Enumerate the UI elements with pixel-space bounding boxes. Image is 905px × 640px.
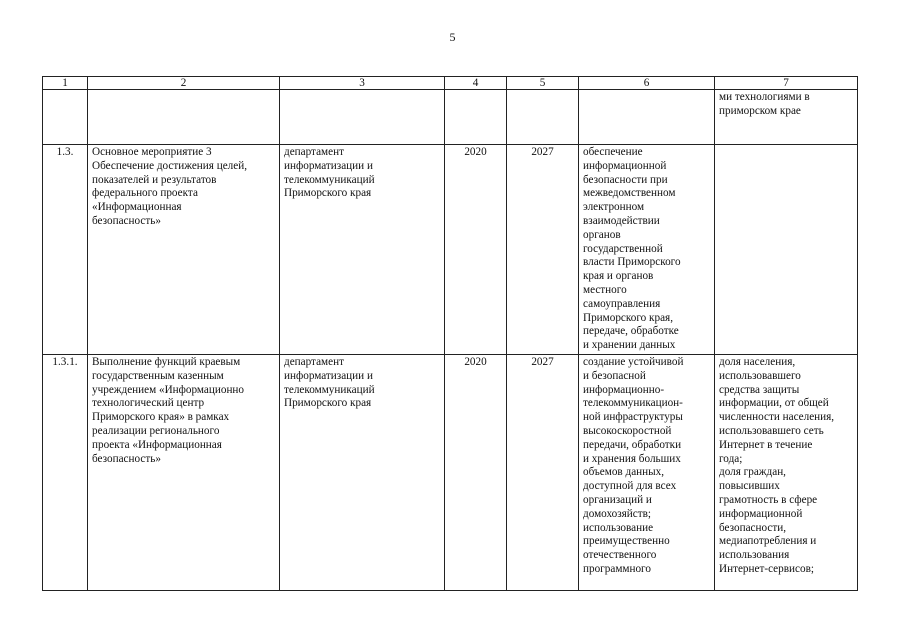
page-number: 5: [449, 30, 456, 44]
table-row: [43, 355, 858, 591]
measure-name-cell: Основное мероприятие 3 Обеспечение достижения целей, показателей и результатов федерального проекта «Информационная безопасность»: [88, 145, 280, 355]
indicator-cell: доля населения, использовавшего средства защиты информации, от общей численности населения, использовавшего сеть Интернет в течение года; доля граждан, повысивших грамотность в сфере информационной безопасности, медиапотребления и использования Интернет-сервисов;: [715, 355, 858, 591]
column-header: 7: [715, 77, 858, 90]
table-row: [43, 145, 858, 355]
executor-cell: департамент информатизации и телекоммуникаций Приморского края: [280, 145, 445, 355]
column-header: 6: [579, 77, 715, 90]
table-header-row: [43, 77, 858, 90]
measures-table: [42, 76, 858, 591]
table-row: [43, 90, 858, 145]
measure-name-cell: [88, 90, 280, 145]
row-number-cell: [43, 90, 88, 145]
measure-name-cell: Выполнение функций краевым государственным казенным учреждением «Информационно технологический центр Приморского края» в рамках реализации регионального проекта «Информационная безопасность»: [88, 355, 280, 591]
column-header: 1: [43, 77, 88, 90]
start-year-cell: 2020: [445, 355, 507, 591]
executor-cell: департамент информатизации и телекоммуникаций Приморского края: [280, 355, 445, 591]
result-cell: [579, 90, 715, 145]
row-number-cell: 1.3.1.: [43, 355, 88, 591]
indicator-cell: ми технологиями в приморском крае: [715, 90, 858, 145]
column-header: 5: [507, 77, 579, 90]
row-number-cell: 1.3.: [43, 145, 88, 355]
start-year-cell: 2020: [445, 145, 507, 355]
executor-cell: [280, 90, 445, 145]
result-cell: создание устойчивой и безопасной информационно- телекоммуникацион- ной инфраструктуры высокоскоростной передачи, обработки и хранения больших объемов данных, доступной для всех организаций и домохозяйств; использование преимущественно отечественного программного: [579, 355, 715, 591]
end-year-cell: 2027: [507, 355, 579, 591]
column-header: 2: [88, 77, 280, 90]
column-header: 3: [280, 77, 445, 90]
start-year-cell: [445, 90, 507, 145]
indicator-cell: [715, 145, 858, 355]
column-header: 4: [445, 77, 507, 90]
end-year-cell: [507, 90, 579, 145]
end-year-cell: 2027: [507, 145, 579, 355]
result-cell: обеспечение информационной безопасности при межведомственном электронном взаимодействии органов государственной власти Приморского края и органов местного самоуправления Приморского края, передаче, обработке и хранении данных: [579, 145, 715, 355]
